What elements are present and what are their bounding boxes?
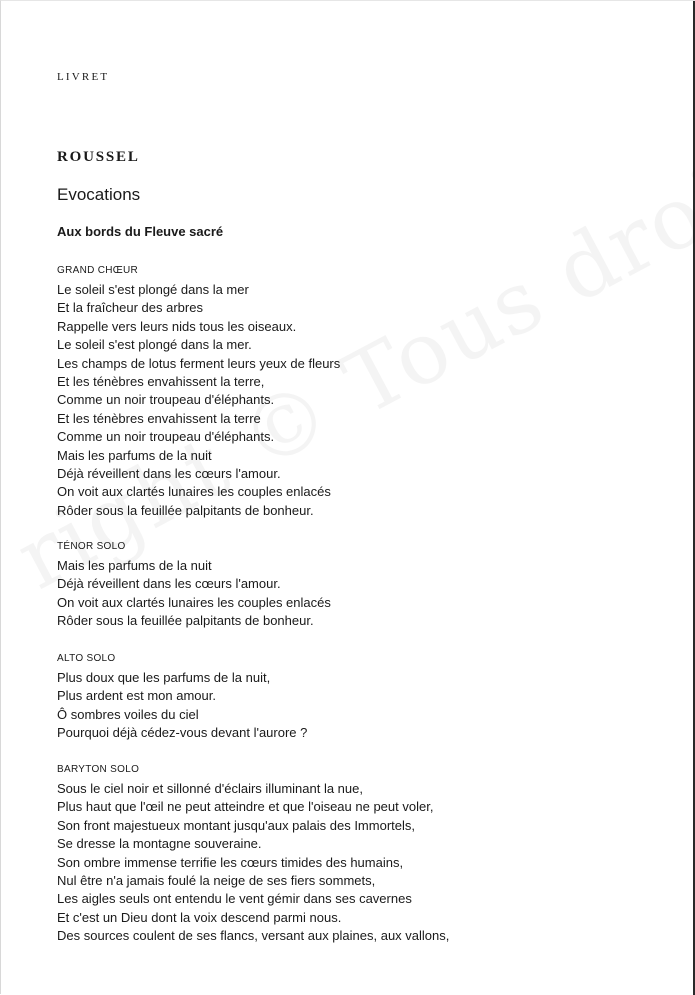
verse-line: Rôder sous la feuillée palpitants de bonheur. [57,613,314,629]
verse-line: Déjà réveillent dans les cœurs l'amour. [57,576,281,592]
verse-line: Comme un noir troupeau d'éléphants. [57,429,275,445]
verse-line: On voit aux clartés lunaires les couples enlacés [57,484,331,500]
verse-line: Déjà réveillent dans les cœurs l'amour. [57,465,281,481]
verse-line: Ô sombres voiles du ciel [57,706,199,722]
verse-line: Sous le ciel noir et sillonné d'éclairs illuminant la nue, [57,781,363,796]
verse-line: Le soleil s'est plongé dans la mer [57,282,249,297]
speaker-label: GRAND CHŒUR [57,265,139,276]
verse-line: Et les ténèbres envahissent la terre [57,410,261,426]
verse-line: Le soleil s'est plongé dans la mer. [57,337,252,353]
verse-line: Les aigles seuls ont entendu le vent gémir dans ses cavernes [57,891,412,907]
verse-line: Se dresse la montagne souveraine. [57,836,262,852]
speaker-label: ALTO SOLO [57,653,116,664]
composer-name: ROUSSEL [57,149,140,165]
verse-line: Et les ténèbres envahissent la terre, [57,373,265,389]
verse-line: Les champs de lotus ferment leurs yeux de fleurs [57,355,341,371]
verse-line: Rôder sous la feuillée palpitants de bonheur. [57,502,314,518]
section-tenor-solo [57,540,331,631]
verse-line: Plus ardent est mon amour. [57,688,216,704]
speaker-label: BARYTON SOLO [57,764,140,775]
section-grand-choeur [57,264,340,520]
verse-line: Mais les parfums de la nuit [57,558,212,573]
verse-line: Plus doux que les parfums de la nuit, [57,670,271,685]
speaker-label: TÉNOR SOLO [57,541,126,552]
verse-line: Des sources coulent de ses flancs, versant aux plaines, aux vallons, [57,928,450,944]
verse-line: On voit aux clartés lunaires les couples enlacés [57,594,331,610]
verse-line: Mais les parfums de la nuit [57,447,212,463]
section-alto-solo [57,652,307,743]
movement-title: Aux bords du Fleuve sacré [57,224,224,239]
work-title: Evocations [57,185,141,204]
verse-line: Son ombre immense terrifie les cœurs timides des humains, [57,854,404,870]
verse-line: Rappelle vers leurs nids tous les oiseaux. [57,318,297,334]
section-baryton-solo [57,763,449,946]
verse-line: Et la fraîcheur des arbres [57,300,203,316]
verse-line: Nul être n'a jamais foulé la neige de ses fiers sommets, [57,872,376,888]
verse-line: Plus haut que l'œil ne peut atteindre et que l'oiseau ne peut voler, [57,799,434,815]
verse-line: Pourquoi déjà cédez-vous devant l'aurore ? [57,725,308,741]
verse-line: Et c'est un Dieu dont la voix descend parmi nous. [57,909,342,925]
verse-line: Comme un noir troupeau d'éléphants. [57,392,275,408]
running-head: LIVRET [57,71,110,83]
verse-line: Son front majestueux montant jusqu'aux palais des Immortels, [57,817,415,833]
